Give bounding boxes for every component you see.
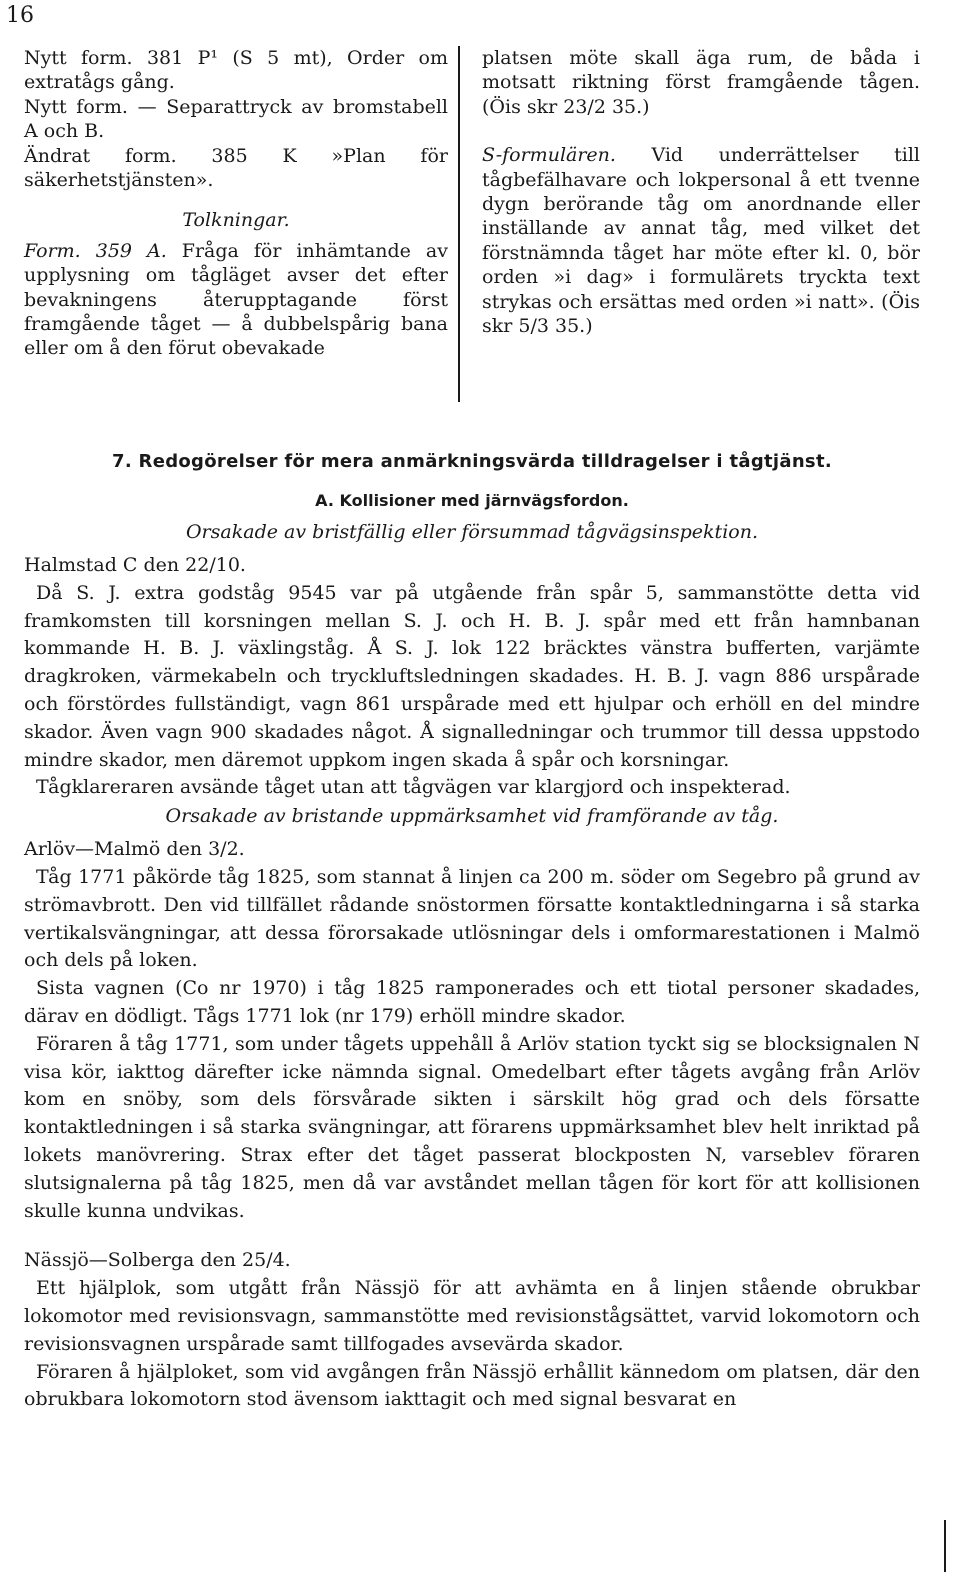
- cause-heading-2: Orsakade av bristande uppmärksamhet vid framförande av tåg.: [165, 805, 779, 828]
- main-section: [24, 448, 920, 1414]
- paragraph-gap: [482, 119, 920, 143]
- s-forms-paragraph: [482, 143, 920, 338]
- form-item: Nytt form. — Separattryck av bromstabell A och B.: [24, 95, 448, 143]
- continuation-paragraph: platsen möte skall äga rum, de båda i motsatt riktning först framgående tågen. (Öis skr 23/2 35.): [482, 47, 920, 118]
- subsection-title: A. Kollisioner med järnvägsfordon.: [315, 491, 629, 510]
- report-paragraph: Ett hjälplok, som utgått från Nässjö för att avhämta en å linjen stående obrukbar lokomotor med revisionsvagn, sammanstötte med revisionstågsättet, varvid lokomotorn och revisionsvagnen urspårade samt tillfogades avsevärda skador.: [24, 1277, 920, 1355]
- interpretation-text: Fråga för inhämtande av upplysning om tågläget avser det efter bevakningens återupptagande först framgående tåget — å dubbelspårig bana eller om å den förut obevakade: [24, 239, 448, 360]
- cause-heading-1: Orsakade av bristfällig eller försummad tågvägsinspektion.: [185, 521, 758, 543]
- report-paragraph: Tåg 1771 påkörde tåg 1825, som stannat å linjen ca 200 m. söder om Segebro på grund av strömavbrott. Den vid tillfället rådande snöstormen försatte kontaktledningarna i så starka vertikalsvängningar, att dessa förorsakade utlösningar dels i omformarestationen i Malmö och dels på loken.: [24, 865, 920, 972]
- interpretations-heading: Tolkningar.: [182, 209, 290, 232]
- report-paragraph: Föraren å hjälploket, som vid avgången från Nässjö erhållit kännedom om platsen, där den obrukbara lokomotorn stod ävensom iakttagit och med signal besvarat en: [24, 1360, 920, 1411]
- form-item: Nytt form. 381 P¹ (S 5 mt), Order om extratågs gång.: [24, 47, 448, 94]
- report-place: Nässjö—Solberga den 25/4.: [24, 1249, 291, 1272]
- right-column: [460, 46, 920, 406]
- interpretation-paragraph: [24, 239, 448, 361]
- report-place: Arlöv—Malmö den 3/2.: [24, 838, 245, 861]
- section-title: 7. Redogörelser för mera anmärkningsvärda tilldragelser i tågtjänst.: [112, 451, 832, 472]
- s-forms-label: S-formulären.: [482, 144, 616, 167]
- s-forms-text: Vid underrättelser till tågbefälhavare och lokpersonal å ett tvenne dygn berörande tåg om anordnande eller inställande av annat tåg, med vilket det förstnämnda tåget har möte efter kl. 0, bör orden »i dag» i formulärets tryckta text strykas och ersättas med orden »i natt». (Öis skr 5/3 35.): [482, 144, 920, 338]
- report-paragraph: Föraren å tåg 1771, som under tågets uppehåll å Arlöv station tyckt sig se blocksignalen N visa kör, iakttog därefter icke nämnda signal. Omedelbart efter tågets avgång från Arlöv kom en snöby, som dels försvårade sikten i särskilt hög grad och dels försatte kontaktledningen i så starka svängningar, att förarens uppmärksamhet blev helt inriktad på lokets manövrering. Strax efter det tåget passerat blockposten N, varseblev föraren slutsignalerna på tåg 1825, men då var avståndet mellan tågen för kort för att kollisionen skulle kunna undvikas.: [24, 1032, 920, 1222]
- page-number: 16: [6, 3, 34, 28]
- form-item: Ändrat form. 385 K »Plan för säkerhetstjänsten».: [24, 144, 448, 192]
- report-place: Halmstad C den 22/10.: [24, 554, 246, 576]
- margin-mark: [944, 1520, 946, 1572]
- left-column: [24, 46, 458, 406]
- interpretation-label: Form. 359 A.: [24, 239, 167, 262]
- two-column-block: [24, 46, 920, 406]
- report-paragraph: Tågklareraren avsände tåget utan att tågvägen var klargjord och inspekterad.: [36, 776, 791, 799]
- paragraph-gap: [24, 1225, 920, 1247]
- report-paragraph: Då S. J. extra godståg 9545 var på utgående från spår 5, sammanstötte detta vid framkomsten till korsningen mellan S. J. och H. B. J. spår med ett från hamnbanan kommande H. B. J. växlingståg. Å S. J. lok 122 bräcktes vänstra bufferten, varjämte dragkroken, värmekabeln och tryckluftsledningen skadades. H. B. J. vagn 886 urspårade och förstördes fullständigt, vagn 861 urspårade med ett hjulpar och erhöll en del mindre skador. Även vagn 900 skadades något. Å signalledningar och trummor till dessa uppstodo mindre skador, men däremot uppkom ingen skada å spår och korsningar.: [24, 581, 920, 771]
- report-paragraph: Sista vagnen (Co nr 1970) i tåg 1825 ramponerades och ett tiotal personer skadades, därav en dödligt. Tågs 1771 lok (nr 179) erhöll mindre skador.: [24, 977, 920, 1027]
